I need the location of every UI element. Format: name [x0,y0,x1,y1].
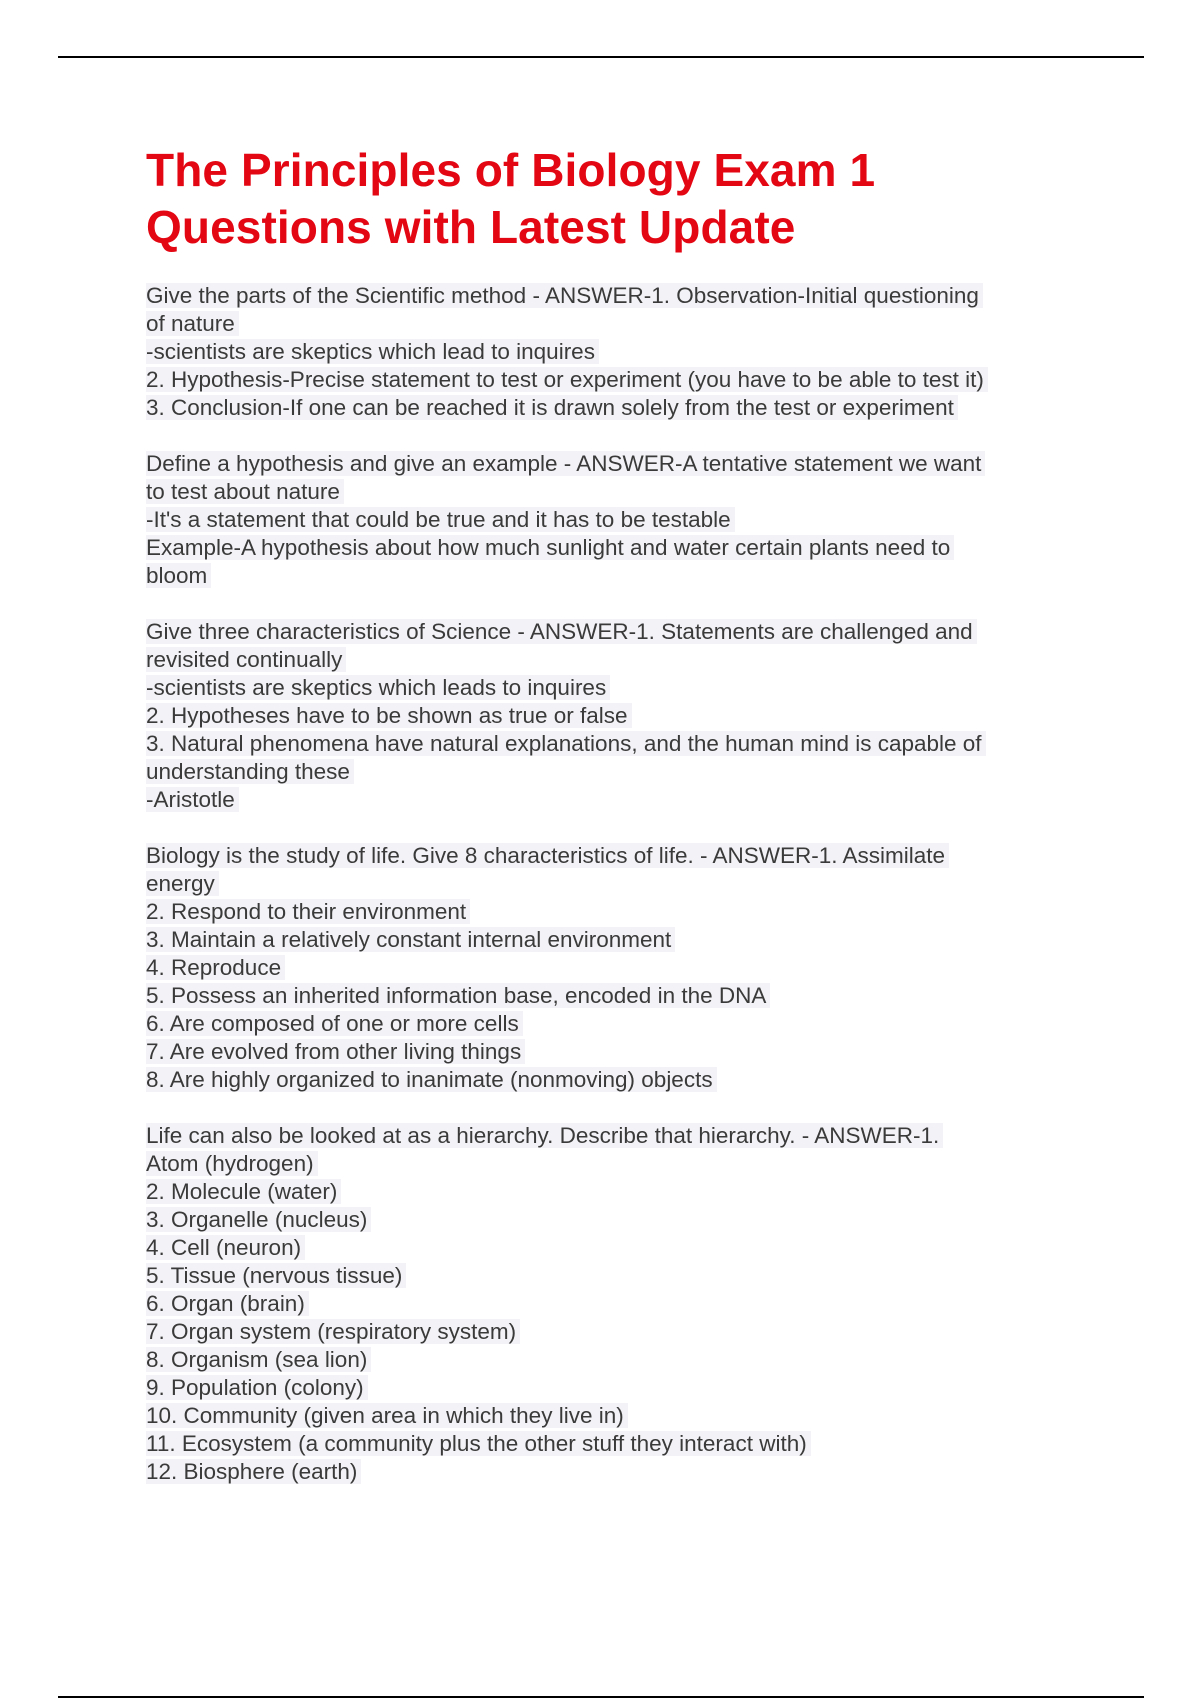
qa-line: 5. Tissue (nervous tissue) [146,1262,1076,1290]
qa-line: Atom (hydrogen) [146,1150,1076,1178]
qa-line: Give the parts of the Scientific method - ANSWER-1. Observation-Initial questioning [146,282,1076,310]
qa-line: 10. Community (given area in which they live in) [146,1402,1076,1430]
qa-line: Life can also be looked at as a hierarchy. Describe that hierarchy. - ANSWER-1. [146,1122,1076,1150]
qa-line: 2. Hypothesis-Precise statement to test or experiment (you have to be able to test it) [146,366,1076,394]
qa-line: 4. Reproduce [146,954,1076,982]
qa-line: Biology is the study of life. Give 8 characteristics of life. - ANSWER-1. Assimilate [146,842,1076,870]
header-rule [58,56,1144,58]
document-title [146,142,1076,256]
qa-line: 4. Cell (neuron) [146,1234,1076,1262]
qa-line: 8. Organism (sea lion) [146,1346,1076,1374]
qa-line: of nature [146,310,1076,338]
qa-line: 2. Hypotheses have to be shown as true or false [146,702,1076,730]
qa-line: bloom [146,562,1076,590]
title-line: The Principles of Biology Exam 1 [146,144,876,196]
qa-line: 11. Ecosystem (a community plus the other stuff they interact with) [146,1430,1076,1458]
qa-line: 6. Are composed of one or more cells [146,1010,1076,1038]
qa-block [146,842,1076,1094]
qa-line: 3. Natural phenomena have natural explanations, and the human mind is capable of [146,730,1076,758]
qa-block [146,282,1076,422]
qa-block [146,618,1076,814]
qa-line: understanding these [146,758,1076,786]
qa-line: Example-A hypothesis about how much sunlight and water certain plants need to [146,534,1076,562]
qa-line: Give three characteristics of Science - ANSWER-1. Statements are challenged and [146,618,1076,646]
qa-line: -scientists are skeptics which leads to inquires [146,674,1076,702]
qa-line: 5. Possess an inherited information base, encoded in the DNA [146,982,1076,1010]
qa-line: -scientists are skeptics which lead to inquires [146,338,1076,366]
qa-line: 12. Biosphere (earth) [146,1458,1076,1486]
qa-line: 2. Respond to their environment [146,898,1076,926]
qa-block [146,1122,1076,1486]
qa-line: energy [146,870,1076,898]
qa-line: 2. Molecule (water) [146,1178,1076,1206]
qa-line: 3. Organelle (nucleus) [146,1206,1076,1234]
qa-line: 3. Conclusion-If one can be reached it is drawn solely from the test or experiment [146,394,1076,422]
qa-line: 6. Organ (brain) [146,1290,1076,1318]
qa-line: -Aristotle [146,786,1076,814]
title-line: Questions with Latest Update [146,201,796,253]
qa-line: revisited continually [146,646,1076,674]
footer-rule [58,1696,1144,1698]
qa-block [146,450,1076,590]
qa-line: 3. Maintain a relatively constant internal environment [146,926,1076,954]
qa-line: Define a hypothesis and give an example - ANSWER-A tentative statement we want [146,450,1076,478]
document-body [146,142,1076,1514]
qa-line: to test about nature [146,478,1076,506]
qa-line: 8. Are highly organized to inanimate (nonmoving) objects [146,1066,1076,1094]
qa-line: 9. Population (colony) [146,1374,1076,1402]
qa-line: 7. Organ system (respiratory system) [146,1318,1076,1346]
qa-line: 7. Are evolved from other living things [146,1038,1076,1066]
qa-line: -It's a statement that could be true and it has to be testable [146,506,1076,534]
